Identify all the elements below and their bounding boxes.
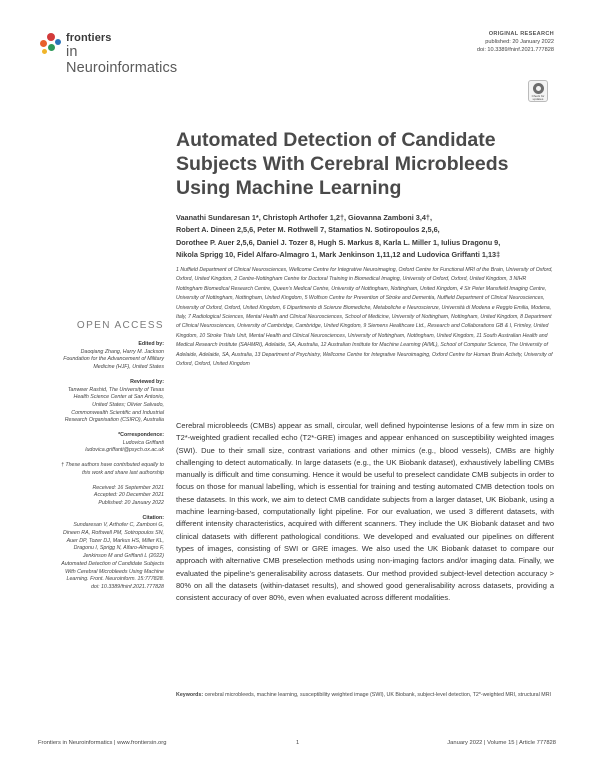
reviewed-by-label: Reviewed by: [130,378,164,385]
equal-contribution-note: † These authors have contributed equally to this work and share last authorship [60,462,164,476]
correspondence-label: *Correspondence: [118,432,164,439]
citation-text[interactable]: Sundaresan V, Arthofer C, Zamboni G, Dineen RA, Rothwell PM, Sotiropoulos SN, Auer DP, Tozer DJ, Markus HS, Miller KL, Dragonu I, Sprigg N, Alfaro-Almagro F, Jenkinson M and Griffanti L (2022) Automated Detection of Candidate Subjects With Cerebral Microbleeds Using Machine Learning. Front. Neuroinform. 15:777828. doi: 10.3389/fninf.2021.777828 [61,522,164,590]
citation-block [60,515,164,592]
affiliations: 1 Nuffield Department of Clinical Neurosciences, Wellcome Centre for Integrative Neuroimaging, Oxford Centre for Functional MRI of the Brain, University of Oxford, Oxford, United Kingdom, 2 Centre-Nottingham Centre for Doctoral Training in Biomedical Imaging, University of Oxford, Oxford, United Kingdom, 3 NIHR Nottingham Biomedical Research Centre, Queen's Medical Centre, University of Nottingham, Nottingham, United Kingdom, 4 Sir Peter Mansfield Imaging Centre, University of Nottingham, Nottingham, United Kingdom, 5 Wolfson Centre for Prevention of Stroke and Dementia, Nuffield Department of Clinical Neurosciences, University of Oxford, Oxford, United Kingdom, 6 Dipartimento di Scienze Biomediche, Metaboliche e Neuroscienze, Università di Modena e Reggio Emilia, Modena, Italy, 7 Radiological Sciences, Mental Health and Clinical Neurosciences, School of Medicine, University of Nottingham, Nottingham, United Kingdom, 8 Department of Clinical Neurosciences, University of Cambridge, Cambridge, United Kingdom, 9 Siemens Healthcare Ltd., Research and Collaborations GB & I, Frimley, United Kingdom, 10 Stroke Trials Unit, Mental Health and Clinical Neurosciences, University of Nottingham, Nottingham, United Kingdom, 11 South Australian Health and Medical Research Institute (SAHMRI), Adelaide, SA, Australia, 12 Australian Institute for Machine Learning (AIML), School of Computer Science, The University of Adelaide, Adelaide, SA, Australia, 13 Department of Psychiatry, Wellcome Centre for Integrative Neuroimaging, Oxford Centre for Human Brain Activity, University of Oxford, Oxford, United Kingdom [176,267,553,368]
correspondence-block [60,432,164,455]
check-updates-button[interactable] [528,80,548,102]
reviewer-block [60,379,164,425]
editor-name[interactable]: Daoqiang Zhang, Harry M. Jackson Foundation for the Advancement of Military Medicine (HJF), United States [63,348,164,371]
author-line: Robert A. Dineen 2,5,6, Peter M. Rothwell 7, Stamatios N. Sotiropoulos 2,5,6, [176,225,440,235]
keywords [176,691,554,699]
journal-name: in Neuroinformatics [66,44,178,76]
dates-block [60,485,164,508]
correspondence-email[interactable]: Ludovica Griffanti ludovica.griffanti@psych.ox.ac.uk [85,439,164,454]
page-number: 1 [296,740,300,746]
footer-journal-link[interactable]: Frontiers in Neuroinformatics | www.frontiersin.org [38,740,167,746]
footer-issue-info: January 2022 | Volume 15 | Article 777828 [447,740,556,746]
author-line: Nikola Sprigg 10, Fidel Alfaro-Almagro 1, Mark Jenkinson 1,11,12 and Ludovica Griffanti 1,13‡ [176,249,501,259]
published-date-sidebar: Published: 20 January 2022 [98,499,164,506]
frontiers-logo-icon [38,30,64,56]
brand-name: frontiers [66,32,112,44]
author-list [176,212,554,261]
doi-link[interactable]: doi: 10.3389/fninf.2021.777828 [476,47,554,53]
keywords-list: cerebral microbleeds, machine learning, susceptibility weighted image (SWI), UK Biobank, subject-level detection, T2*-weighted MRI, structural MRI [204,692,551,698]
author-line: Vaanathi Sundaresan 1*, Christoph Arthofer 1,2†, Giovanna Zamboni 3,4†, [176,213,432,222]
open-access-label: OPEN ACCESS [76,320,164,331]
journal-logo[interactable] [38,30,188,76]
published-date: published: 20 January 2022 [485,39,554,45]
editor-block [60,341,164,372]
abstract-text: Cerebral microbleeds (CMBs) appear as small, circular, well defined hypointense lesions of a few mm in size on T2*-weighted gradient recalled echo (T2*-GRE) images and appear enhanced on susceptibility weighted images (SWI). Due to their small size, contrast variations and other mimics (e.g., blood vessels), CMBs are highly challenging to detect automatically. In large datasets (e.g., the UK Biobank dataset), exhaustively labelling CMBs manually is difficult and time consuming. Hence it would be useful to preselect candidate CMB subjects in order to focus on those for manual labelling, which is essential for training and testing automated CMB detection tools on these datasets. In this work, we aim to detect CMB candidate subjects from a larger dataset, UK Biobank, using a machine learning-based, computationally light pipeline. For our evaluation, we used 3 different datasets, with different intensity characteristics, acquired with different scanners. They include the UK Biobank dataset and two clinical datasets with different pathological conditions. We developed and evaluated our pipelines on different types of images, consisting of SWI or GRE images. We also used the UK Biobank dataset to compare our approach with alternative CMB preselection methods using non-imaging factors and/or imaging data. Finally, we evaluated the pipeline's generalisability across datasets. Our method provided subject-level detection accuracy > 80% on all the datasets (within-dataset results), and showed good generalisability across datasets, providing a consistent accuracy of over 80%, even when evaluated across different modalities. [176,421,554,603]
check-updates-icon [533,83,544,94]
check-updates-label: Check for updates [531,94,545,102]
article-meta [477,30,554,54]
received-date: Received: 16 September 2021 [92,484,164,491]
article-title: Automated Detection of Candidate Subjects With Cerebral Microbleeds Using Machine Learning [176,129,509,199]
reviewer-names[interactable]: Tanweer Rashid, The University of Texas Health Science Center at San Antonio, United States; Olivier Salvado, Commonwealth Scientific and Industrial Research Organisation (CSIRO), Australia [64,386,164,424]
article-type: ORIGINAL RESEARCH [488,31,554,37]
article-sidebar [60,320,164,599]
citation-label: Citation: [142,514,164,521]
accepted-date: Accepted: 20 December 2021 [93,492,164,499]
author-line: Dorothee P. Auer 2,5,6, Daniel J. Tozer 8, Hugh S. Markus 8, Karla L. Miller 1, Iulius Dragonu 9, [176,237,501,247]
keywords-label: Keywords: [176,692,204,698]
edited-by-label: Edited by: [138,341,164,347]
